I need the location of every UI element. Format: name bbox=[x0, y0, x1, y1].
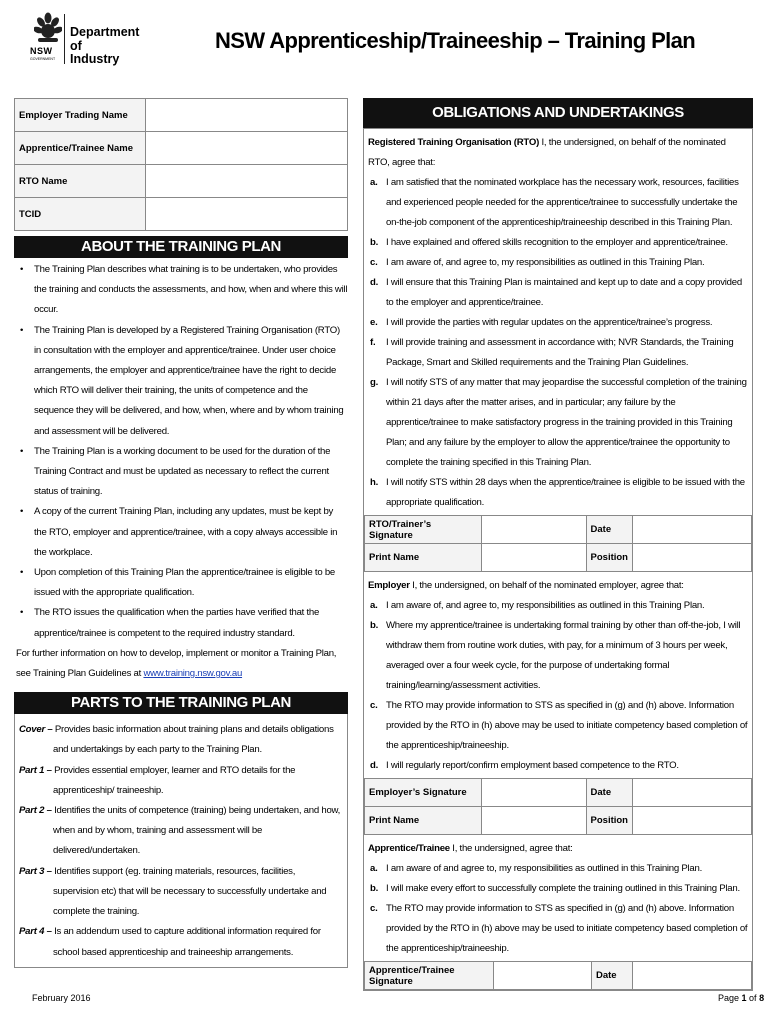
item-marker: h. bbox=[370, 477, 379, 488]
about-section bbox=[14, 258, 348, 684]
id-label: TCID bbox=[15, 198, 146, 231]
part-item bbox=[19, 801, 343, 862]
list-item bbox=[370, 253, 748, 273]
trainee-date-label: Date bbox=[592, 962, 633, 990]
part-name: Part 1 – bbox=[19, 764, 52, 776]
employer-position-label: Position bbox=[586, 807, 632, 835]
trainee-signature-table bbox=[364, 961, 752, 990]
item-marker: a. bbox=[370, 177, 378, 188]
obligations-box bbox=[363, 128, 753, 991]
item-marker: b. bbox=[370, 883, 379, 894]
trainee-signature-field[interactable] bbox=[494, 962, 592, 990]
left-column bbox=[14, 98, 348, 968]
employer-intro-text: I, the undersigned, on behalf of the nominated employer, agree that: bbox=[409, 580, 684, 591]
parts-heading: PARTS TO THE TRAINING PLAN bbox=[14, 692, 348, 714]
employer-section bbox=[364, 572, 752, 778]
id-row bbox=[15, 99, 348, 132]
part-item bbox=[19, 862, 343, 923]
employer-list bbox=[368, 596, 748, 776]
logo-dept-line2: of Industry bbox=[70, 39, 120, 66]
item-text: I have explained and offered skills recognition to the employer and apprentice/trainee. bbox=[386, 237, 728, 248]
rto-print-name-field[interactable] bbox=[482, 544, 587, 572]
employer-date-label: Date bbox=[586, 779, 632, 807]
item-text: I will ensure that this Training Plan is maintained and kept up to date and a copy provided to the employer and apprentice/trainee. bbox=[386, 277, 742, 308]
item-marker: g. bbox=[370, 377, 379, 388]
employer-trading-name-field[interactable] bbox=[146, 99, 348, 132]
further-info bbox=[16, 644, 348, 684]
trainee-signature-label: Apprentice/Trainee Signature bbox=[365, 962, 494, 990]
part-text: Identifies support (eg. training materials, resources, facilities, supervision etc) that will be necessary to successfully undertake and complete the training. bbox=[53, 865, 327, 918]
item-text: I am aware of, and agree to, my responsibilities as outlined in this Training Plan. bbox=[386, 600, 705, 611]
list-item bbox=[370, 313, 748, 333]
right-column bbox=[363, 98, 753, 991]
part-name: Part 4 – bbox=[19, 926, 52, 938]
employer-print-name-field[interactable] bbox=[482, 807, 587, 835]
item-marker: a. bbox=[370, 600, 378, 611]
page-of: of bbox=[746, 993, 760, 1003]
further-info-text: For further information on how to develop, implement or monitor a Training Plan, see Training Plan Guidelines at bbox=[16, 647, 337, 680]
page-total: 8 bbox=[759, 993, 765, 1003]
item-text: I will provide training and assessment in accordance with; NVR Standards, the Training Package, Smart and Skilled requirements and the Training Plan Guidelines. bbox=[386, 337, 734, 368]
list-item bbox=[370, 173, 748, 233]
rto-intro-text: I, the undersigned, on behalf of the nominated RTO, agree that: bbox=[368, 137, 726, 168]
about-heading: ABOUT THE TRAINING PLAN bbox=[14, 236, 348, 258]
item-marker: e. bbox=[370, 317, 378, 328]
item-marker: d. bbox=[370, 760, 379, 771]
trainee-section bbox=[364, 835, 752, 961]
training-website-link[interactable]: www.training.nsw.gov.au bbox=[143, 668, 243, 680]
part-text: Identifies the units of competence (training) being undertaken, and how, when and by whom, training and assessment will be delivered/undertaken. bbox=[53, 805, 341, 857]
trainee-party: Apprentice/Trainee bbox=[368, 843, 450, 854]
rto-position-field[interactable] bbox=[633, 544, 752, 572]
employer-position-field[interactable] bbox=[633, 807, 752, 835]
list-item bbox=[370, 899, 748, 959]
nsw-logo bbox=[30, 12, 140, 68]
item-marker: d. bbox=[370, 277, 379, 288]
part-item bbox=[19, 922, 343, 962]
apprentice-name-field[interactable] bbox=[146, 132, 348, 165]
list-item: • The Training Plan is developed by a Registered Training Organisation (RTO) in consultation with the employer and apprentice/trainee. Under user choice arrangements, the employer and apprentice/trainee have the right to decide which RTO will deliver their training, the units of competence and the sequence they will be delivered, and how, when, where and by whom training and assessment will be delivered. bbox=[34, 321, 348, 442]
list-item bbox=[370, 233, 748, 253]
item-text: I am aware of, and agree to, my responsibilities as outlined in this Training Plan. bbox=[386, 257, 705, 268]
rto-intro bbox=[368, 133, 748, 173]
id-row bbox=[15, 132, 348, 165]
part-name: Cover – bbox=[19, 724, 53, 736]
logo-divider bbox=[64, 14, 65, 64]
list-item: • The Training Plan is a working document to be used for the duration of the Training Contract and must be updated as necessary to reflect the current status of training. bbox=[34, 442, 348, 503]
rto-print-name-label: Print Name bbox=[365, 544, 482, 572]
part-text: Provides basic information about training plans and details obligations and undertakings by each party to the Training Plan. bbox=[53, 724, 334, 756]
page-title: NSW Apprenticeship/Traineeship – Training Plan bbox=[215, 28, 696, 53]
part-name: Part 2 – bbox=[19, 805, 52, 817]
trainee-intro bbox=[368, 839, 748, 859]
item-text: I will provide the parties with regular updates on the apprentice/trainee’s progress. bbox=[386, 317, 713, 328]
rto-party: Registered Training Organisation (RTO) bbox=[368, 137, 540, 148]
item-marker: c. bbox=[370, 903, 378, 914]
employer-print-name-label: Print Name bbox=[365, 807, 482, 835]
item-text: The RTO may provide information to STS as specified in (g) and (h) above. Information provided by the RTO in (h) above may be used to initiate competency based completion of the apprenticeship/traineeship. bbox=[386, 903, 748, 954]
item-text: I will notify STS within 28 days when the apprentice/trainee is eligible to be issued with the appropriate qualification. bbox=[386, 477, 745, 508]
employer-signature-label: Employer’s Signature bbox=[365, 779, 482, 807]
about-list bbox=[16, 260, 348, 644]
parts-section bbox=[14, 714, 348, 967]
list-item bbox=[370, 696, 748, 756]
id-label: Employer Trading Name bbox=[15, 99, 146, 132]
id-label: RTO Name bbox=[15, 165, 146, 198]
item-text: The RTO may provide information to STS as specified in (g) and (h) above. Information provided by the RTO in (h) above may be used to initiate competency based completion of the apprenticeship/traineeship. bbox=[386, 700, 748, 751]
list-item bbox=[370, 756, 748, 776]
list-item bbox=[370, 879, 748, 899]
rto-date-field[interactable] bbox=[633, 516, 752, 544]
list-item: • The Training Plan describes what training is to be undertaken, who provides the training and conducts the assessments, and how, when and where this will occur. bbox=[34, 260, 348, 321]
employer-signature-table bbox=[364, 778, 752, 835]
list-item bbox=[370, 473, 748, 513]
employer-intro bbox=[368, 576, 748, 596]
trainee-list bbox=[368, 859, 748, 959]
id-label: Apprentice/Trainee Name bbox=[15, 132, 146, 165]
item-marker: b. bbox=[370, 620, 379, 631]
item-text: I will make every effort to successfully complete the training outlined in this Training Plan. bbox=[386, 883, 740, 894]
part-name: Part 3 – bbox=[19, 865, 52, 877]
list-item bbox=[370, 273, 748, 313]
logo-nsw: NSW bbox=[30, 46, 53, 56]
list-item: • A copy of the current Training Plan, including any updates, must be kept by the RTO, employer and apprentice/trainee, with a copy always accessible in the workplace. bbox=[34, 502, 348, 563]
waratah-icon bbox=[34, 12, 62, 44]
list-item bbox=[370, 596, 748, 616]
employer-date-field[interactable] bbox=[633, 779, 752, 807]
footer-date: February 2016 bbox=[32, 993, 91, 1003]
item-text: Where my apprentice/trainee is undertaking formal training by other than off-the-job, I will withdraw them from routine work duties, with pay, for a minimum of 3 hours per week, averaged over a four week cycle, for the purpose of undertaking formal training/learning/assessment activities. bbox=[386, 620, 741, 691]
item-marker: b. bbox=[370, 237, 379, 248]
page-prefix: Page bbox=[718, 993, 742, 1003]
part-text: Is an addendum used to capture additional information required for school based apprenticeship and traineeship arrangements. bbox=[53, 926, 321, 958]
id-row bbox=[15, 198, 348, 231]
logo-dept-line1: Department bbox=[70, 25, 140, 39]
list-item bbox=[370, 616, 748, 696]
obligations-heading: OBLIGATIONS AND UNDERTAKINGS bbox=[363, 98, 753, 128]
footer-page bbox=[718, 993, 764, 1003]
list-item bbox=[370, 333, 748, 373]
item-marker: f. bbox=[370, 337, 376, 348]
item-marker: a. bbox=[370, 863, 378, 874]
list-item: • Upon completion of this Training Plan the apprentice/trainee is eligible to be issued with the appropriate qualification. bbox=[34, 563, 348, 603]
item-text: I will regularly report/confirm employment based competence to the RTO. bbox=[386, 760, 679, 771]
part-item bbox=[19, 720, 343, 760]
rto-section bbox=[364, 129, 752, 515]
rto-position-label: Position bbox=[586, 544, 632, 572]
list-item: • The RTO issues the qualification when the parties have verified that the apprentice/trainee is competent to the required industry standard. bbox=[34, 603, 348, 643]
identification-table bbox=[14, 98, 348, 231]
rto-date-label: Date bbox=[586, 516, 632, 544]
employer-party: Employer bbox=[368, 580, 410, 591]
rto-name-field[interactable] bbox=[146, 165, 348, 198]
rto-list bbox=[368, 173, 748, 513]
rto-signature-label: RTO/Trainer’s Signature bbox=[365, 516, 482, 544]
id-row bbox=[15, 165, 348, 198]
rto-signature-field[interactable] bbox=[482, 516, 587, 544]
item-marker: c. bbox=[370, 257, 378, 268]
item-text: I am aware of and agree to, my responsibilities as outlined in this Training Plan. bbox=[386, 863, 702, 874]
logo-government: GOVERNMENT bbox=[30, 57, 56, 61]
tcid-field[interactable] bbox=[146, 198, 348, 231]
list-item bbox=[370, 859, 748, 879]
page-number: 1 bbox=[741, 993, 747, 1003]
part-text: Provides essential employer, learner and RTO details for the apprenticeship/ traineeship. bbox=[53, 764, 296, 796]
rto-signature-table bbox=[364, 515, 752, 572]
item-marker: c. bbox=[370, 700, 378, 711]
trainee-date-field[interactable] bbox=[633, 962, 752, 990]
item-text: I am satisfied that the nominated workplace has the necessary work, resources, facilities and experienced people needed for the apprentice/trainee to successfully undertake the on-the-job component of the apprenticeship/traineeship described in this Training Plan. bbox=[386, 177, 739, 228]
employer-signature-field[interactable] bbox=[482, 779, 587, 807]
list-item bbox=[370, 373, 748, 473]
item-text: I will notify STS of any matter that may jeopardise the successful completion of the training within 21 days after the matter arises, and in particular; any failure by the apprentice/trainee to make satisfactory progress in the training provided in this Training Plan; and any failure by the employer to allow the apprentice/trainee the opportunity to complete the training specified in this Training Plan. bbox=[386, 377, 747, 468]
part-item bbox=[19, 761, 343, 801]
trainee-intro-text: I, the undersigned, agree that: bbox=[449, 843, 573, 854]
